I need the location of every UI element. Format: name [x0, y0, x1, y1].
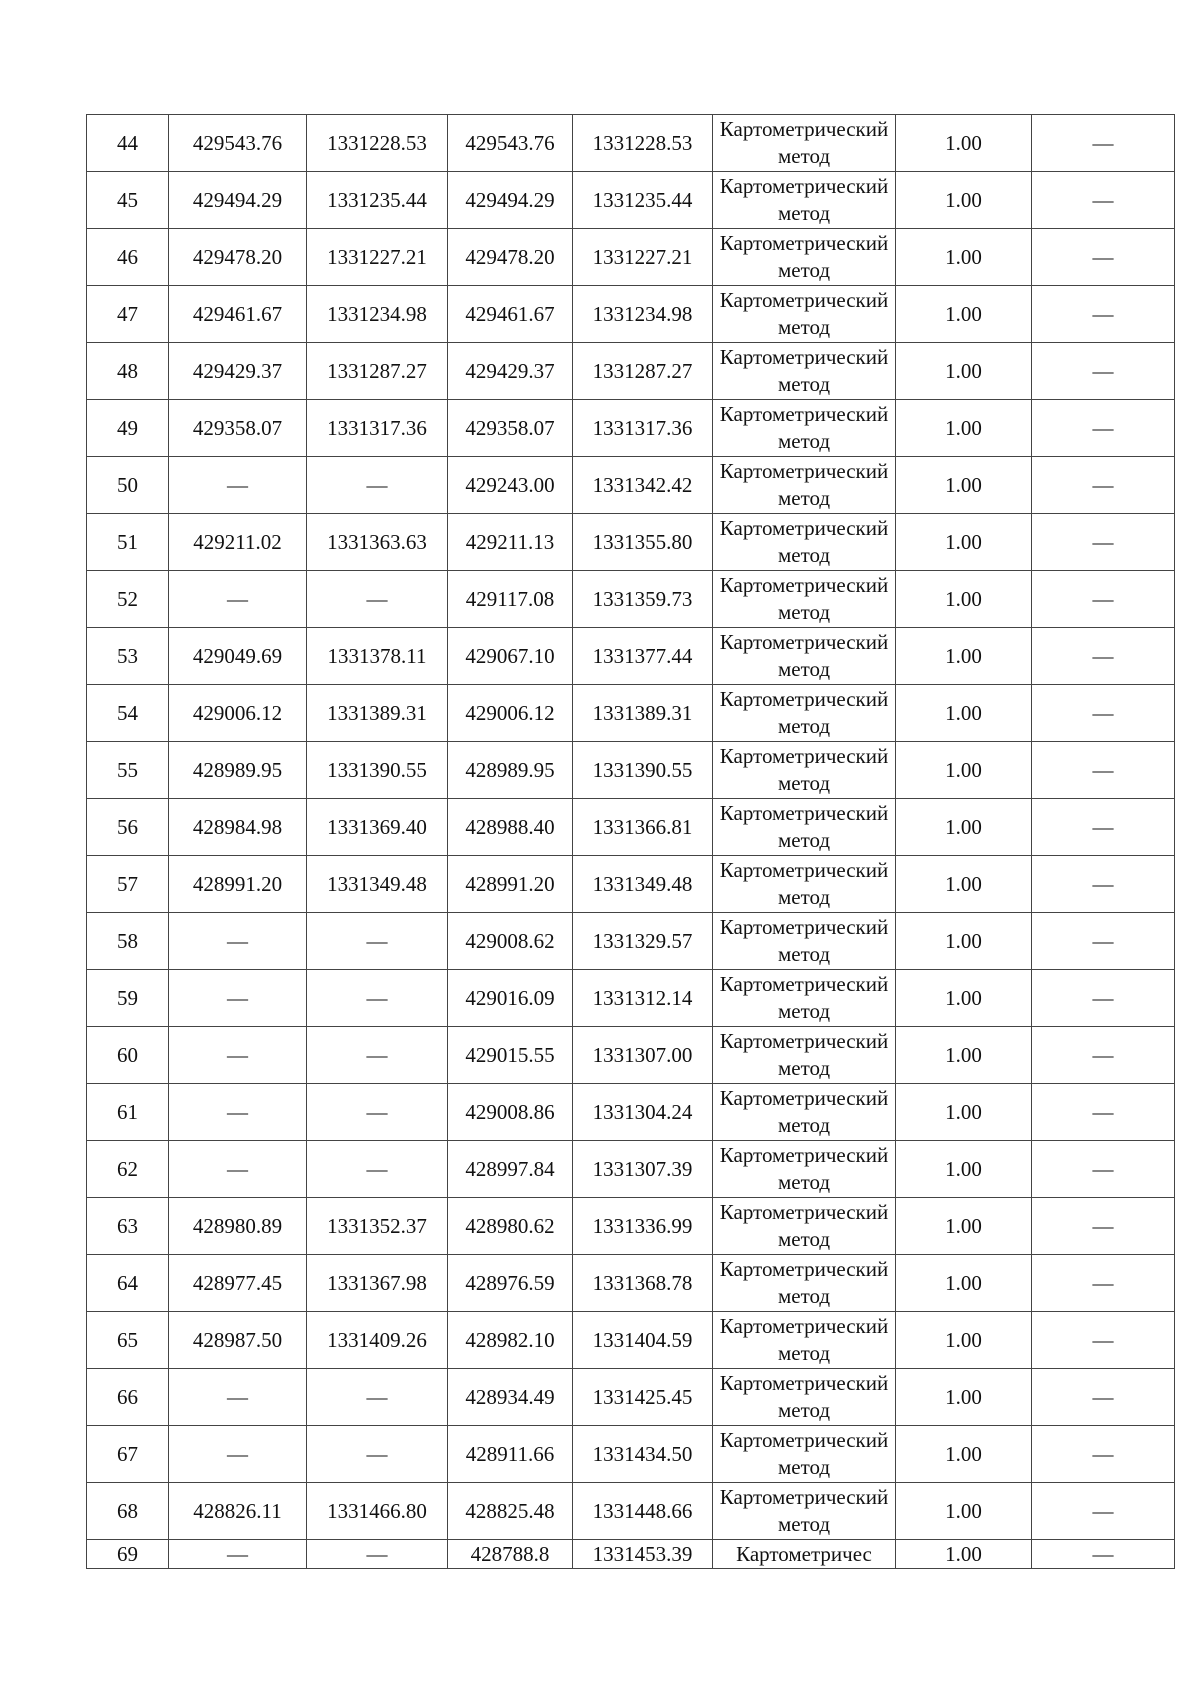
point-number-cell: 63 [87, 1198, 169, 1255]
existing-y-cell: 1331367.98 [307, 1255, 448, 1312]
point-number-cell: 56 [87, 799, 169, 856]
accuracy-cell: 1.00 [896, 1141, 1032, 1198]
method-cell: Картометрический метод [713, 343, 896, 400]
table-row [87, 343, 1175, 400]
accuracy-cell: 1.00 [896, 286, 1032, 343]
new-y-cell: 1331377.44 [573, 628, 713, 685]
new-x-cell: 428934.49 [448, 1369, 573, 1426]
existing-x-cell: 429461.67 [169, 286, 307, 343]
point-number-cell: 51 [87, 514, 169, 571]
accuracy-cell: 1.00 [896, 457, 1032, 514]
method-cell: Картометрический метод [713, 172, 896, 229]
note-cell: — [1032, 1141, 1175, 1198]
table-row [87, 1540, 1175, 1569]
table-row [87, 799, 1175, 856]
new-y-cell: 1331448.66 [573, 1483, 713, 1540]
table-row [87, 1084, 1175, 1141]
new-y-cell: 1331434.50 [573, 1426, 713, 1483]
method-cell: Картометрический метод [713, 457, 896, 514]
point-number-cell: 47 [87, 286, 169, 343]
new-x-cell: 429543.76 [448, 115, 573, 172]
new-y-cell: 1331404.59 [573, 1312, 713, 1369]
note-cell: — [1032, 571, 1175, 628]
method-cell: Картометрический метод [713, 1426, 896, 1483]
method-cell: Картометрический метод [713, 742, 896, 799]
method-cell: Картометрический метод [713, 970, 896, 1027]
accuracy-cell: 1.00 [896, 628, 1032, 685]
new-y-cell: 1331366.81 [573, 799, 713, 856]
note-cell: — [1032, 343, 1175, 400]
existing-y-cell: — [307, 1540, 448, 1569]
table-row [87, 685, 1175, 742]
accuracy-cell: 1.00 [896, 514, 1032, 571]
existing-y-cell: 1331466.80 [307, 1483, 448, 1540]
point-number-cell: 61 [87, 1084, 169, 1141]
method-cell: Картометрический метод [713, 514, 896, 571]
accuracy-cell: 1.00 [896, 1198, 1032, 1255]
note-cell: — [1032, 400, 1175, 457]
note-cell: — [1032, 514, 1175, 571]
existing-x-cell: 429543.76 [169, 115, 307, 172]
table-row [87, 1027, 1175, 1084]
existing-x-cell: 428984.98 [169, 799, 307, 856]
table-row [87, 571, 1175, 628]
accuracy-cell: 1.00 [896, 856, 1032, 913]
point-number-cell: 55 [87, 742, 169, 799]
existing-y-cell: — [307, 457, 448, 514]
method-cell: Картометрический метод [713, 856, 896, 913]
existing-x-cell: 428980.89 [169, 1198, 307, 1255]
new-x-cell: 428989.95 [448, 742, 573, 799]
note-cell: — [1032, 286, 1175, 343]
new-y-cell: 1331390.55 [573, 742, 713, 799]
new-y-cell: 1331227.21 [573, 229, 713, 286]
existing-y-cell: 1331228.53 [307, 115, 448, 172]
point-number-cell: 49 [87, 400, 169, 457]
table-row [87, 856, 1175, 913]
point-number-cell: 44 [87, 115, 169, 172]
note-cell: — [1032, 742, 1175, 799]
existing-x-cell: — [169, 1027, 307, 1084]
note-cell: — [1032, 1369, 1175, 1426]
new-x-cell: 428980.62 [448, 1198, 573, 1255]
method-cell: Картометрический метод [713, 1255, 896, 1312]
note-cell: — [1032, 1426, 1175, 1483]
accuracy-cell: 1.00 [896, 1312, 1032, 1369]
existing-y-cell: 1331235.44 [307, 172, 448, 229]
point-number-cell: 50 [87, 457, 169, 514]
new-x-cell: 428997.84 [448, 1141, 573, 1198]
note-cell: — [1032, 1255, 1175, 1312]
point-number-cell: 54 [87, 685, 169, 742]
existing-x-cell: 429478.20 [169, 229, 307, 286]
accuracy-cell: 1.00 [896, 685, 1032, 742]
table-row [87, 970, 1175, 1027]
accuracy-cell: 1.00 [896, 400, 1032, 457]
note-cell: — [1032, 799, 1175, 856]
existing-x-cell: 429049.69 [169, 628, 307, 685]
new-x-cell: 429015.55 [448, 1027, 573, 1084]
new-x-cell: 429117.08 [448, 571, 573, 628]
new-x-cell: 428991.20 [448, 856, 573, 913]
new-y-cell: 1331389.31 [573, 685, 713, 742]
existing-x-cell: — [169, 1084, 307, 1141]
method-cell: Картометрический метод [713, 1027, 896, 1084]
method-cell: Картометрический метод [713, 1369, 896, 1426]
method-cell: Картометрический метод [713, 628, 896, 685]
note-cell: — [1032, 913, 1175, 970]
table-row [87, 286, 1175, 343]
method-cell: Картометрический метод [713, 1084, 896, 1141]
new-x-cell: 429211.13 [448, 514, 573, 571]
method-cell: Картометрический метод [713, 1198, 896, 1255]
new-x-cell: 428788.8 [448, 1540, 573, 1569]
method-cell: Картометрический метод [713, 685, 896, 742]
existing-y-cell: — [307, 913, 448, 970]
table-row [87, 229, 1175, 286]
table-row [87, 172, 1175, 229]
new-x-cell: 429067.10 [448, 628, 573, 685]
point-number-cell: 45 [87, 172, 169, 229]
new-y-cell: 1331349.48 [573, 856, 713, 913]
existing-y-cell: 1331227.21 [307, 229, 448, 286]
new-x-cell: 429494.29 [448, 172, 573, 229]
new-y-cell: 1331336.99 [573, 1198, 713, 1255]
note-cell: — [1032, 1540, 1175, 1569]
note-cell: — [1032, 1312, 1175, 1369]
new-y-cell: 1331235.44 [573, 172, 713, 229]
accuracy-cell: 1.00 [896, 1426, 1032, 1483]
new-y-cell: 1331312.14 [573, 970, 713, 1027]
note-cell: — [1032, 1483, 1175, 1540]
new-x-cell: 429478.20 [448, 229, 573, 286]
method-cell: Картометрический метод [713, 1483, 896, 1540]
new-y-cell: 1331234.98 [573, 286, 713, 343]
new-y-cell: 1331355.80 [573, 514, 713, 571]
new-x-cell: 429008.62 [448, 913, 573, 970]
existing-y-cell: — [307, 1426, 448, 1483]
method-cell: Картометрический метод [713, 115, 896, 172]
existing-y-cell: 1331352.37 [307, 1198, 448, 1255]
table-row [87, 1198, 1175, 1255]
existing-y-cell: 1331234.98 [307, 286, 448, 343]
accuracy-cell: 1.00 [896, 742, 1032, 799]
table-row [87, 514, 1175, 571]
note-cell: — [1032, 115, 1175, 172]
note-cell: — [1032, 1027, 1175, 1084]
accuracy-cell: 1.00 [896, 1540, 1032, 1569]
new-y-cell: 1331228.53 [573, 115, 713, 172]
new-x-cell: 429358.07 [448, 400, 573, 457]
method-cell: Картометрический метод [713, 799, 896, 856]
existing-y-cell: 1331363.63 [307, 514, 448, 571]
existing-y-cell: 1331389.31 [307, 685, 448, 742]
accuracy-cell: 1.00 [896, 1027, 1032, 1084]
existing-y-cell: 1331369.40 [307, 799, 448, 856]
point-number-cell: 66 [87, 1369, 169, 1426]
table-row [87, 1426, 1175, 1483]
table-row [87, 1141, 1175, 1198]
new-y-cell: 1331368.78 [573, 1255, 713, 1312]
new-y-cell: 1331307.39 [573, 1141, 713, 1198]
note-cell: — [1032, 172, 1175, 229]
new-y-cell: 1331329.57 [573, 913, 713, 970]
table-row [87, 1312, 1175, 1369]
existing-x-cell: 428977.45 [169, 1255, 307, 1312]
method-cell: Картометричес [713, 1540, 896, 1569]
accuracy-cell: 1.00 [896, 1483, 1032, 1540]
accuracy-cell: 1.00 [896, 571, 1032, 628]
existing-x-cell: — [169, 1540, 307, 1569]
new-y-cell: 1331307.00 [573, 1027, 713, 1084]
method-cell: Картометрический метод [713, 571, 896, 628]
accuracy-cell: 1.00 [896, 799, 1032, 856]
existing-y-cell: — [307, 1027, 448, 1084]
table-row [87, 457, 1175, 514]
existing-x-cell: 429429.37 [169, 343, 307, 400]
accuracy-cell: 1.00 [896, 115, 1032, 172]
existing-y-cell: 1331378.11 [307, 628, 448, 685]
table-row [87, 1483, 1175, 1540]
method-cell: Картометрический метод [713, 400, 896, 457]
new-x-cell: 428988.40 [448, 799, 573, 856]
existing-x-cell: 428989.95 [169, 742, 307, 799]
table-row [87, 400, 1175, 457]
method-cell: Картометрический метод [713, 1141, 896, 1198]
method-cell: Картометрический метод [713, 286, 896, 343]
existing-x-cell: 429358.07 [169, 400, 307, 457]
existing-x-cell: 429211.02 [169, 514, 307, 571]
note-cell: — [1032, 1198, 1175, 1255]
new-x-cell: 429429.37 [448, 343, 573, 400]
accuracy-cell: 1.00 [896, 172, 1032, 229]
accuracy-cell: 1.00 [896, 913, 1032, 970]
point-number-cell: 68 [87, 1483, 169, 1540]
table-row [87, 1369, 1175, 1426]
new-y-cell: 1331425.45 [573, 1369, 713, 1426]
existing-x-cell: — [169, 571, 307, 628]
existing-x-cell: 428991.20 [169, 856, 307, 913]
new-y-cell: 1331287.27 [573, 343, 713, 400]
note-cell: — [1032, 970, 1175, 1027]
existing-x-cell: 428987.50 [169, 1312, 307, 1369]
coordinates-table [86, 114, 1175, 1569]
new-y-cell: 1331453.39 [573, 1540, 713, 1569]
table-body [87, 115, 1175, 1569]
existing-x-cell: — [169, 1141, 307, 1198]
new-x-cell: 429008.86 [448, 1084, 573, 1141]
method-cell: Картометрический метод [713, 913, 896, 970]
point-number-cell: 46 [87, 229, 169, 286]
point-number-cell: 48 [87, 343, 169, 400]
note-cell: — [1032, 628, 1175, 685]
new-x-cell: 428982.10 [448, 1312, 573, 1369]
method-cell: Картометрический метод [713, 229, 896, 286]
existing-y-cell: — [307, 970, 448, 1027]
new-x-cell: 429016.09 [448, 970, 573, 1027]
new-x-cell: 428976.59 [448, 1255, 573, 1312]
existing-y-cell: — [307, 1084, 448, 1141]
point-number-cell: 57 [87, 856, 169, 913]
point-number-cell: 52 [87, 571, 169, 628]
note-cell: — [1032, 457, 1175, 514]
accuracy-cell: 1.00 [896, 1255, 1032, 1312]
new-y-cell: 1331304.24 [573, 1084, 713, 1141]
point-number-cell: 53 [87, 628, 169, 685]
existing-x-cell: — [169, 457, 307, 514]
existing-y-cell: — [307, 1141, 448, 1198]
existing-y-cell: 1331409.26 [307, 1312, 448, 1369]
existing-x-cell: — [169, 1369, 307, 1426]
table-row [87, 115, 1175, 172]
accuracy-cell: 1.00 [896, 1084, 1032, 1141]
accuracy-cell: 1.00 [896, 970, 1032, 1027]
accuracy-cell: 1.00 [896, 229, 1032, 286]
note-cell: — [1032, 685, 1175, 742]
accuracy-cell: 1.00 [896, 343, 1032, 400]
existing-y-cell: 1331390.55 [307, 742, 448, 799]
existing-y-cell: — [307, 571, 448, 628]
new-x-cell: 429243.00 [448, 457, 573, 514]
accuracy-cell: 1.00 [896, 1369, 1032, 1426]
existing-y-cell: — [307, 1369, 448, 1426]
note-cell: — [1032, 1084, 1175, 1141]
new-x-cell: 428911.66 [448, 1426, 573, 1483]
point-number-cell: 59 [87, 970, 169, 1027]
new-x-cell: 429006.12 [448, 685, 573, 742]
method-cell: Картометрический метод [713, 1312, 896, 1369]
point-number-cell: 60 [87, 1027, 169, 1084]
point-number-cell: 64 [87, 1255, 169, 1312]
new-y-cell: 1331342.42 [573, 457, 713, 514]
new-x-cell: 429461.67 [448, 286, 573, 343]
new-y-cell: 1331359.73 [573, 571, 713, 628]
new-x-cell: 428825.48 [448, 1483, 573, 1540]
table-row [87, 1255, 1175, 1312]
point-number-cell: 67 [87, 1426, 169, 1483]
table-row [87, 913, 1175, 970]
table-row [87, 628, 1175, 685]
existing-x-cell: 428826.11 [169, 1483, 307, 1540]
existing-x-cell: — [169, 970, 307, 1027]
existing-x-cell: — [169, 1426, 307, 1483]
table-row [87, 742, 1175, 799]
note-cell: — [1032, 229, 1175, 286]
point-number-cell: 58 [87, 913, 169, 970]
existing-y-cell: 1331287.27 [307, 343, 448, 400]
note-cell: — [1032, 856, 1175, 913]
point-number-cell: 65 [87, 1312, 169, 1369]
existing-y-cell: 1331317.36 [307, 400, 448, 457]
existing-x-cell: 429006.12 [169, 685, 307, 742]
point-number-cell: 62 [87, 1141, 169, 1198]
existing-y-cell: 1331349.48 [307, 856, 448, 913]
existing-x-cell: 429494.29 [169, 172, 307, 229]
point-number-cell: 69 [87, 1540, 169, 1569]
existing-x-cell: — [169, 913, 307, 970]
new-y-cell: 1331317.36 [573, 400, 713, 457]
